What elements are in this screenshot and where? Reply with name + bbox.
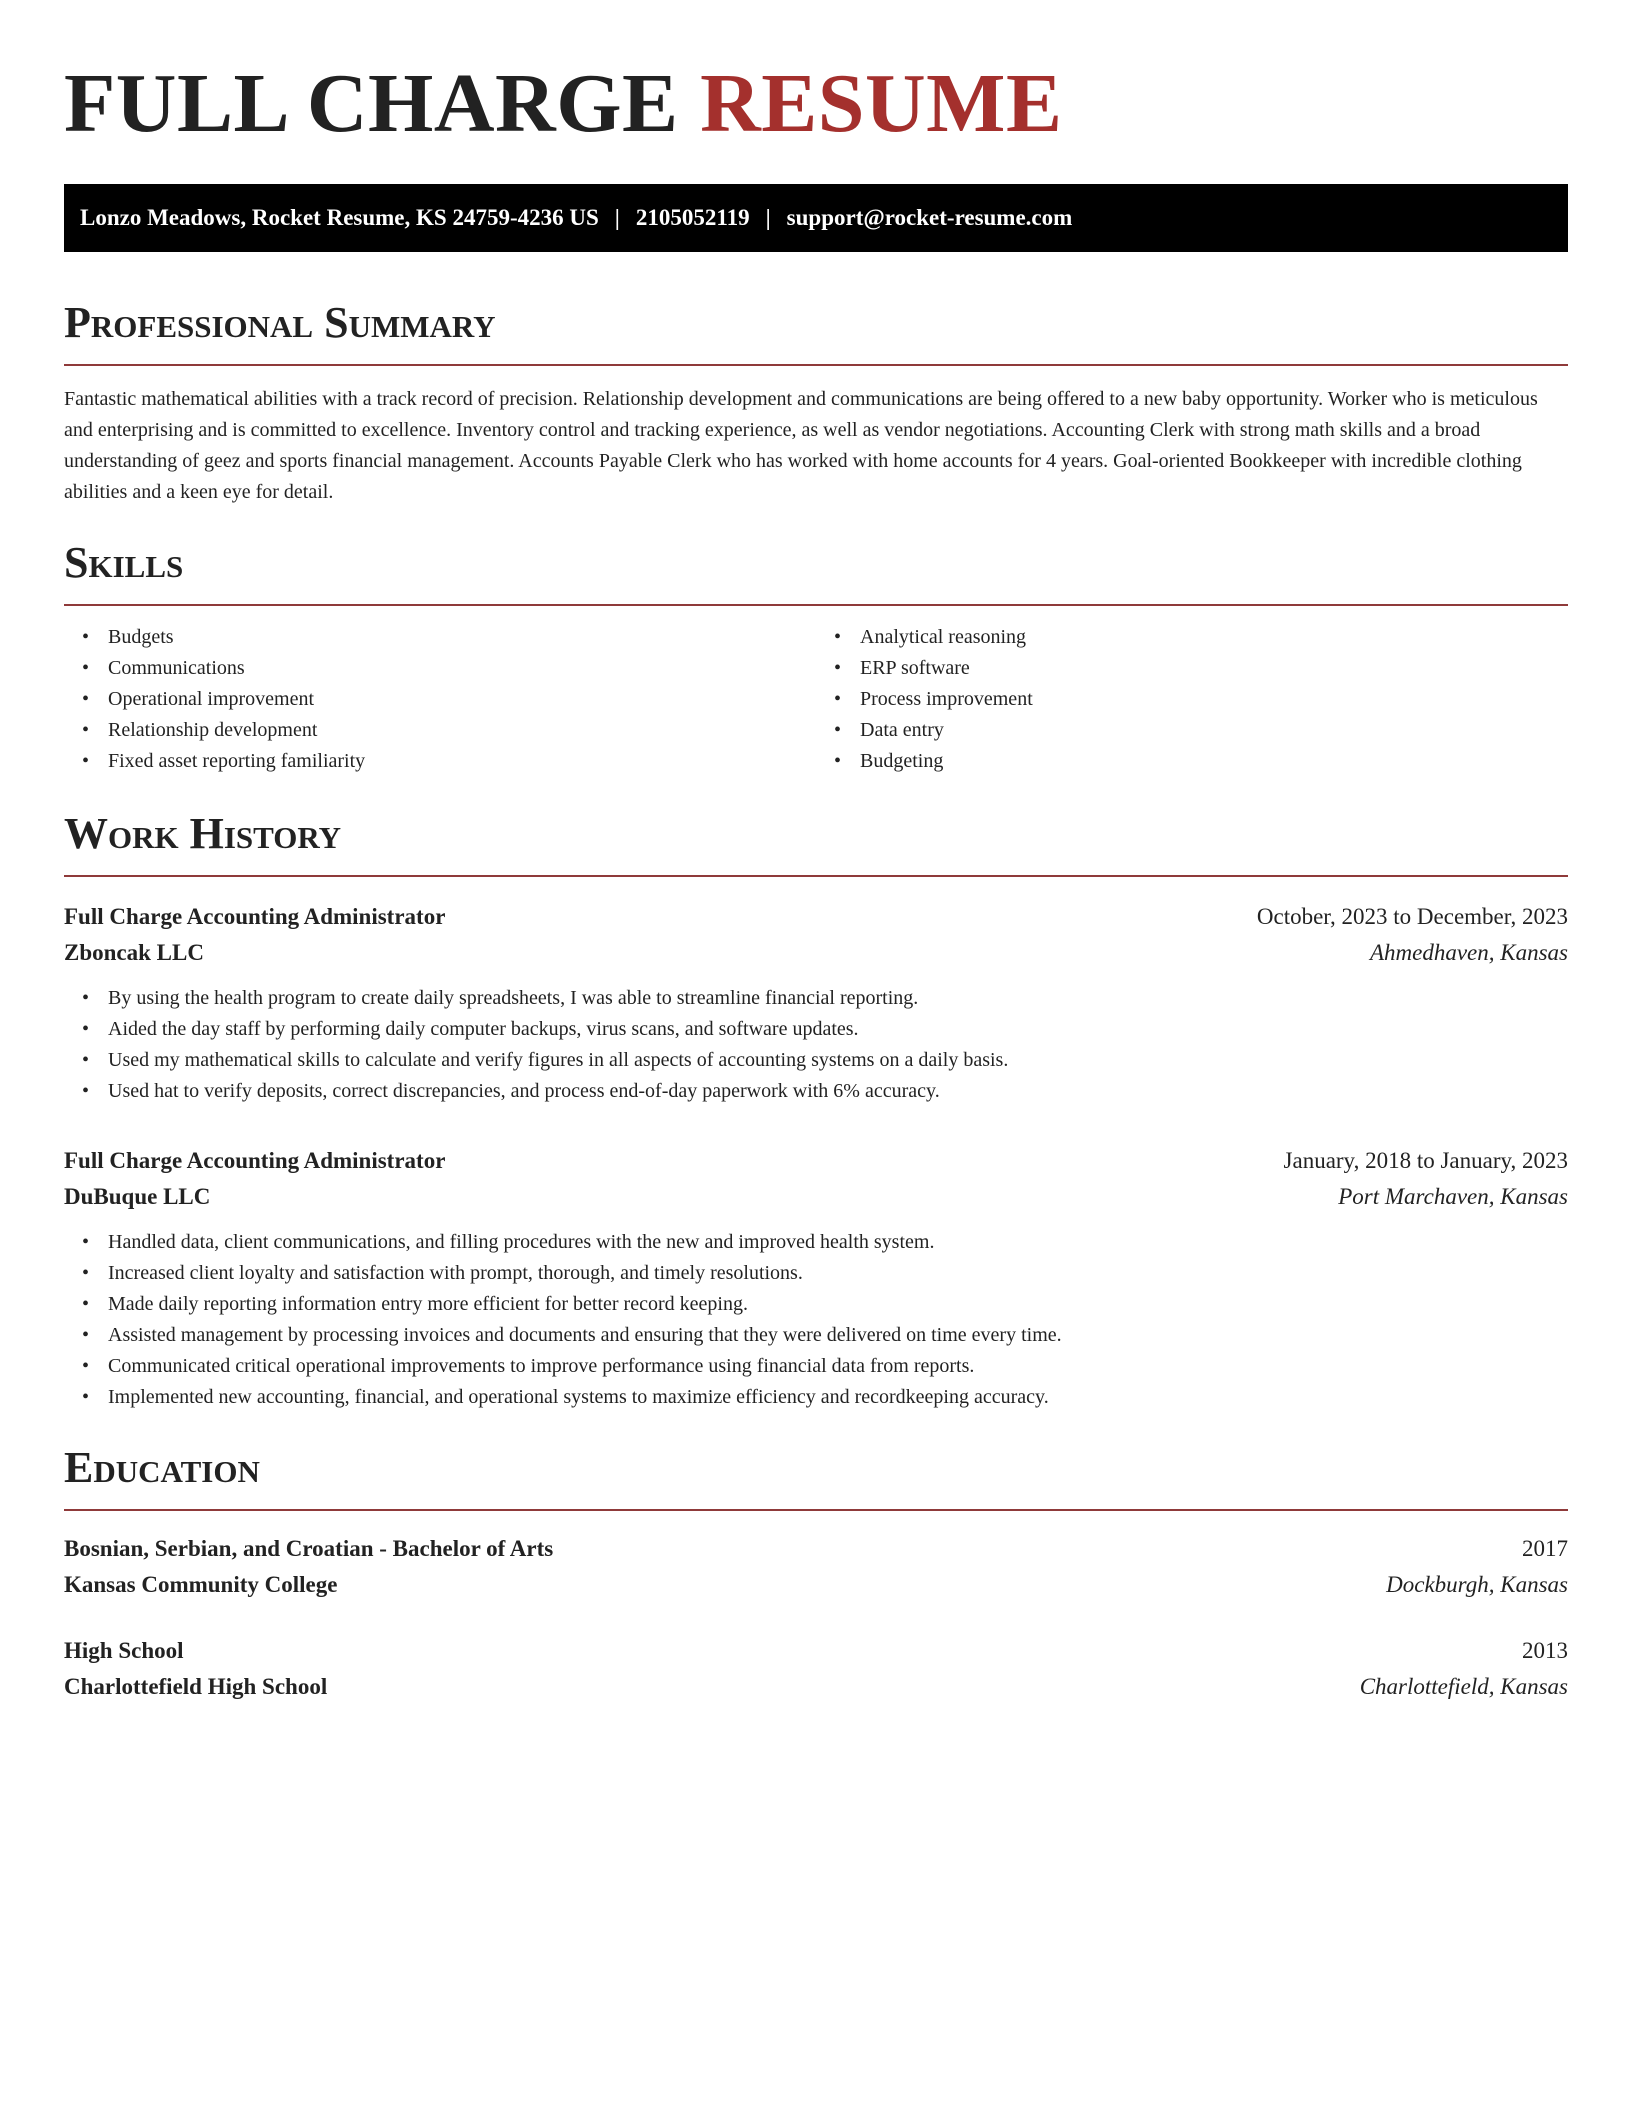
work-history-section (64, 809, 1568, 1413)
skills-list-right (816, 622, 1568, 777)
job-header-row (64, 1143, 1568, 1179)
skill-item: • Fixed asset reporting familiarity (108, 746, 816, 777)
education-degree-row (64, 1633, 1568, 1669)
education-school: Charlottefield High School (64, 1674, 328, 1699)
education-school: Kansas Community College (64, 1572, 338, 1597)
job-entry (64, 1143, 1568, 1413)
contact-separator: | (614, 205, 620, 230)
section-heading-skills: Skills (64, 538, 184, 587)
education-year: 2017 (1522, 1536, 1568, 1561)
contact-phone: 2105052119 (635, 205, 750, 230)
skill-item: • Analytical reasoning (860, 622, 1568, 653)
summary-text: Fantastic mathematical abilities with a track record of precision. Relationship development and communications are being offered to a new baby opportunity. Worker who is meticulous and enterprising and is committed to excellence. Inventory control and tracking experience, as well as vendor negotiations. Accounting Clerk with strong math skills and a broad understanding of geez and sports financial management. Accounts Payable Clerk who has worked with home accounts for 4 years. Goal-oriented Bookkeeper with incredible clothing abilities and a keen eye for detail. (64, 388, 1538, 503)
professional-summary-section (64, 298, 1568, 508)
job-dates: January, 2018 to January, 2023 (1283, 1148, 1568, 1173)
resume-title-primary: FULL CHARGE (64, 57, 679, 150)
job-entry (64, 899, 1568, 1107)
education-location: Charlottefield, Kansas (1359, 1674, 1568, 1699)
job-location: Port Marchaven, Kansas (1338, 1184, 1568, 1209)
skill-item: • Budgeting (860, 746, 1568, 777)
job-duties-list (64, 1227, 1568, 1413)
skill-item: • Communications (108, 653, 816, 684)
job-duty: • Used hat to verify deposits, correct discrepancies, and process end-of-day paperwork with 6% accuracy. (108, 1076, 1568, 1107)
resume-title (64, 0, 1568, 152)
section-heading-work: Work History (64, 809, 342, 858)
job-duty: • Implemented new accounting, financial, and operational systems to maximize efficiency and recordkeeping accuracy. (108, 1382, 1568, 1413)
job-company-row (64, 1179, 1568, 1215)
education-year: 2013 (1522, 1638, 1568, 1663)
contact-bar (64, 184, 1568, 252)
job-location: Ahmedhaven, Kansas (1369, 940, 1568, 965)
skills-section (64, 538, 1568, 777)
education-entry (64, 1633, 1568, 1705)
job-company: DuBuque LLC (64, 1184, 211, 1209)
skills-list-left (64, 622, 816, 777)
education-degree: High School (64, 1638, 184, 1663)
education-degree: Bosnian, Serbian, and Croatian - Bachelor of Arts (64, 1536, 554, 1561)
resume-title-accent: RESUME (700, 57, 1063, 150)
job-duty: • Used my mathematical skills to calculate and verify figures in all aspects of accounting systems on a daily basis. (108, 1045, 1568, 1076)
job-duty: • Handled data, client communications, and filling procedures with the new and improved health system. (108, 1227, 1568, 1258)
section-divider (64, 875, 1568, 877)
skill-item: • ERP software (860, 653, 1568, 684)
job-duty: • Aided the day staff by performing daily computer backups, virus scans, and software updates. (108, 1014, 1568, 1045)
job-company: Zboncak LLC (64, 940, 204, 965)
skill-item: • Operational improvement (108, 684, 816, 715)
section-heading-education: Education (64, 1443, 260, 1492)
job-duty: • Increased client loyalty and satisfaction with prompt, thorough, and timely resolutions. (108, 1258, 1568, 1289)
contact-address: Lonzo Meadows, Rocket Resume, KS 24759-4236 US (80, 205, 599, 230)
section-heading-summary: Professional Summary (64, 298, 496, 347)
job-company-row (64, 935, 1568, 971)
skill-item: • Budgets (108, 622, 816, 653)
contact-email: support@rocket-resume.com (786, 205, 1073, 230)
education-school-row (64, 1669, 1568, 1705)
education-location: Dockburgh, Kansas (1386, 1572, 1568, 1597)
contact-separator: | (765, 205, 771, 230)
job-duty: • Made daily reporting information entry more efficient for better record keeping. (108, 1289, 1568, 1320)
section-divider (64, 604, 1568, 606)
job-duties-list (64, 983, 1568, 1107)
education-entry (64, 1531, 1568, 1603)
skills-columns (64, 622, 1568, 777)
job-title: Full Charge Accounting Administrator (64, 904, 446, 929)
education-degree-row (64, 1531, 1568, 1567)
education-section (64, 1443, 1568, 1705)
job-duty: • Assisted management by processing invoices and documents and ensuring that they were delivered on time every time. (108, 1320, 1568, 1351)
skill-item: • Relationship development (108, 715, 816, 746)
skill-item: • Data entry (860, 715, 1568, 746)
section-divider (64, 364, 1568, 366)
section-divider (64, 1509, 1568, 1511)
job-header-row (64, 899, 1568, 935)
education-school-row (64, 1567, 1568, 1603)
job-dates: October, 2023 to December, 2023 (1256, 904, 1568, 929)
job-duty: • Communicated critical operational improvements to improve performance using financial data from reports. (108, 1351, 1568, 1382)
skill-item: • Process improvement (860, 684, 1568, 715)
job-title: Full Charge Accounting Administrator (64, 1148, 446, 1173)
job-duty: • By using the health program to create daily spreadsheets, I was able to streamline financial reporting. (108, 983, 1568, 1014)
